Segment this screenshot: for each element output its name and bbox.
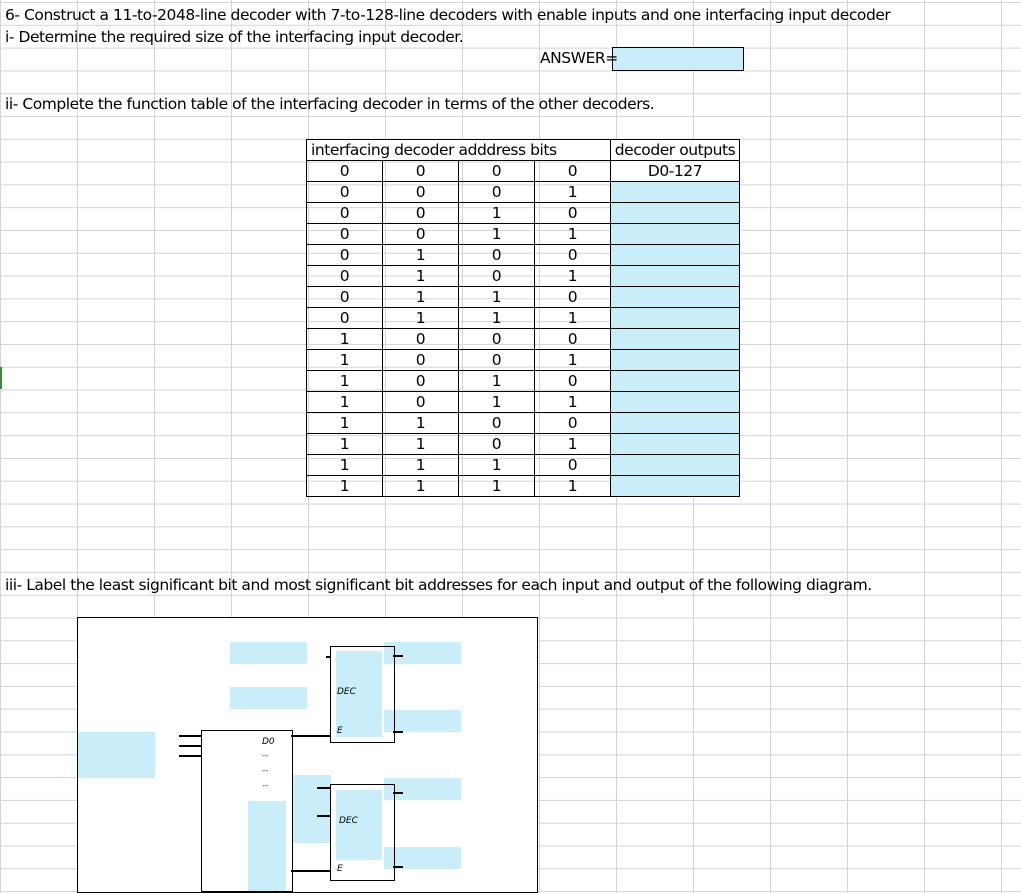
decoder-output-input[interactable] (611, 455, 740, 476)
address-bit-cell: 1 (383, 266, 459, 287)
address-bit-cell: 0 (383, 224, 459, 245)
interfacing-input-label-cell[interactable] (78, 732, 155, 778)
table-row (307, 266, 740, 287)
answer-label: ANSWER= (540, 49, 618, 67)
decoder-output-input[interactable] (611, 413, 740, 434)
interfacing-input-line-2 (179, 745, 201, 747)
address-bit-cell: 0 (459, 434, 535, 455)
address-bit-cell: 1 (383, 434, 459, 455)
address-bit-cell: 1 (535, 224, 611, 245)
address-bit-cell: 0 (535, 413, 611, 434)
address-bit-cell: 0 (307, 245, 383, 266)
input-label-cell-upper-b[interactable] (230, 687, 307, 709)
address-bit-cell: 1 (535, 434, 611, 455)
enable-line-lower (291, 870, 330, 872)
address-bit-cell: 1 (307, 350, 383, 371)
table-row (307, 434, 740, 455)
function-table (306, 139, 740, 497)
lower-input-line-2 (317, 815, 330, 817)
address-bit-cell: 0 (459, 413, 535, 434)
upper-output-line-1 (393, 655, 403, 657)
lower-decoder-label: DEC (339, 816, 358, 826)
address-bit-cell: 0 (307, 182, 383, 203)
table-body (307, 161, 740, 497)
decoder-output-input[interactable] (611, 224, 740, 245)
address-bit-cell: 1 (459, 371, 535, 392)
interfacing-input-line-1 (179, 735, 201, 737)
decoder-output-input[interactable] (611, 266, 740, 287)
input-label-cell-upper-a[interactable] (230, 642, 307, 664)
table-row (307, 245, 740, 266)
lower-output-line-2 (393, 866, 403, 868)
address-bit-cell: 1 (459, 203, 535, 224)
interfacing-decoder-block (201, 730, 293, 892)
address-bit-cell: 1 (459, 308, 535, 329)
output-dots-2: -- (262, 766, 269, 776)
lower-enable-label: E (337, 864, 343, 874)
part-iii-text: iii- Label the least significant bit and most significant bit addresses for each input and output of the following diagram. (5, 576, 872, 594)
address-bit-cell: 0 (535, 203, 611, 224)
lower-input-label-cell[interactable] (293, 775, 331, 843)
header-address-bits: interfacing decoder adddress bits (307, 140, 611, 161)
address-bit-cell: 1 (383, 245, 459, 266)
address-bit-cell: 0 (535, 245, 611, 266)
interfacing-input-line-3 (179, 755, 201, 757)
address-bit-cell: 0 (307, 224, 383, 245)
output-label-cell-upper-b[interactable] (384, 710, 461, 732)
output-label-cell-lower-a[interactable] (384, 778, 461, 800)
decoder-output-input[interactable] (611, 434, 740, 455)
part-i-text: i- Determine the required size of the interfacing input decoder. (5, 28, 464, 46)
address-bit-cell: 1 (383, 413, 459, 434)
question-title: 6- Construct a 11-to-2048-line decoder with 7-to-128-line decoders with enable inputs and one interfacing input decoder (5, 6, 891, 24)
address-bit-cell: 0 (383, 392, 459, 413)
upper-output-line-2 (393, 731, 403, 733)
upper-input-tick (326, 656, 330, 658)
address-bit-cell: 1 (307, 329, 383, 350)
address-bit-cell: 0 (535, 371, 611, 392)
decoder-output-cell: D0-127 (611, 161, 740, 182)
address-bit-cell: 0 (459, 182, 535, 203)
address-bit-cell: 1 (459, 224, 535, 245)
part-ii-text: ii- Complete the function table of the interfacing decoder in terms of the other decoders. (5, 95, 655, 113)
address-bit-cell: 1 (383, 308, 459, 329)
table-row (307, 329, 740, 350)
table-row (307, 455, 740, 476)
table-header-row (307, 140, 740, 161)
d0-label: D0 (262, 737, 275, 747)
table-row (307, 203, 740, 224)
address-bit-cell: 1 (459, 392, 535, 413)
address-bit-cell: 0 (383, 182, 459, 203)
lower-output-line-1 (393, 792, 403, 794)
address-bit-cell: 0 (459, 350, 535, 371)
answer-input[interactable] (612, 47, 744, 71)
address-bit-cell: 0 (307, 203, 383, 224)
decoder-output-input[interactable] (611, 245, 740, 266)
table-row (307, 350, 740, 371)
decoder-output-input[interactable] (611, 329, 740, 350)
address-bit-cell: 1 (535, 308, 611, 329)
address-bit-cell: 1 (535, 476, 611, 497)
decoder-output-input[interactable] (611, 476, 740, 497)
output-label-cell-upper-a[interactable] (384, 642, 461, 664)
decoder-output-input[interactable] (611, 287, 740, 308)
address-bit-cell: 0 (535, 455, 611, 476)
address-bit-cell: 1 (307, 392, 383, 413)
table-row (307, 476, 740, 497)
decoder-output-input[interactable] (611, 350, 740, 371)
row-marker (0, 367, 2, 389)
decoder-output-input[interactable] (611, 203, 740, 224)
address-bit-cell: 1 (459, 476, 535, 497)
address-bit-cell: 0 (535, 287, 611, 308)
table-row (307, 371, 740, 392)
decoder-diagram (77, 617, 538, 893)
address-bit-cell: 1 (383, 476, 459, 497)
address-bit-cell: 0 (459, 329, 535, 350)
address-bit-cell: 1 (535, 266, 611, 287)
decoder-output-input[interactable] (611, 371, 740, 392)
address-bit-cell: 0 (307, 161, 383, 182)
address-bit-cell: 0 (535, 161, 611, 182)
address-bit-cell: 1 (459, 455, 535, 476)
address-bit-cell: 0 (307, 287, 383, 308)
decoder-output-input[interactable] (611, 182, 740, 203)
table-row (307, 161, 740, 182)
table-row (307, 287, 740, 308)
table-row (307, 182, 740, 203)
address-bit-cell: 1 (307, 371, 383, 392)
address-bit-cell: 0 (383, 161, 459, 182)
address-bit-cell: 1 (383, 287, 459, 308)
address-bit-cell: 0 (459, 161, 535, 182)
enable-line-upper (291, 735, 330, 737)
header-decoder-outputs: decoder outputs (611, 140, 740, 161)
table-row (307, 392, 740, 413)
upper-decoder-label: DEC (337, 687, 356, 697)
address-bit-cell: 1 (307, 476, 383, 497)
table-row (307, 413, 740, 434)
address-bit-cell: 0 (459, 245, 535, 266)
address-bit-cell: 1 (307, 413, 383, 434)
address-bit-cell: 0 (307, 266, 383, 287)
address-bit-cell: 1 (459, 287, 535, 308)
table-row (307, 224, 740, 245)
address-bit-cell: 0 (383, 350, 459, 371)
decoder-output-input[interactable] (611, 392, 740, 413)
address-bit-cell: 1 (535, 392, 611, 413)
address-bit-cell: 1 (307, 434, 383, 455)
lower-input-line-1 (317, 787, 330, 789)
address-bit-cell: 0 (383, 371, 459, 392)
upper-enable-label: E (337, 726, 343, 736)
address-bit-cell: 0 (383, 329, 459, 350)
decoder-output-input[interactable] (611, 308, 740, 329)
address-bit-cell: 0 (383, 203, 459, 224)
address-bit-cell: 0 (535, 329, 611, 350)
address-bit-cell: 1 (535, 350, 611, 371)
address-bit-cell: 0 (307, 308, 383, 329)
output-dots-3: -- (262, 781, 269, 791)
output-dots-1: -- (262, 751, 269, 761)
table-row (307, 308, 740, 329)
address-bit-cell: 1 (535, 182, 611, 203)
address-bit-cell: 0 (459, 266, 535, 287)
address-bit-cell: 1 (307, 455, 383, 476)
address-bit-cell: 1 (383, 455, 459, 476)
